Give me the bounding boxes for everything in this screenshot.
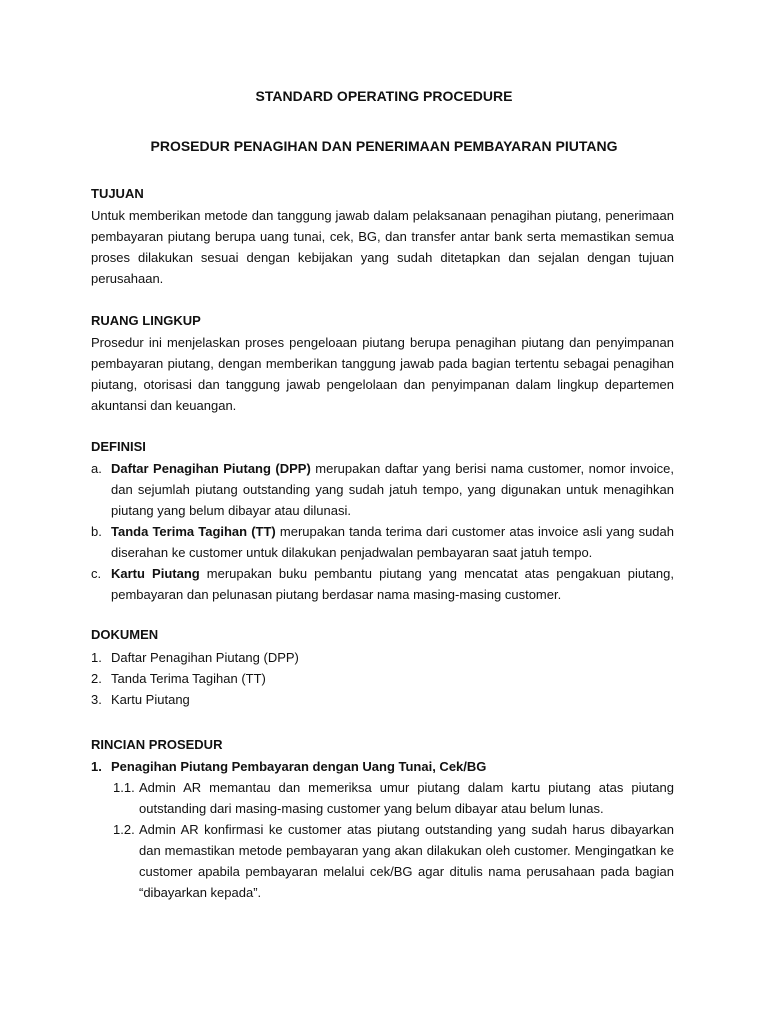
rincian-section-label: 1. <box>91 759 102 774</box>
section-heading-tujuan: TUJUAN <box>91 186 144 201</box>
dokumen-item-label: 2. <box>91 671 102 686</box>
document-subtitle: PROSEDUR PENAGIHAN DAN PENERIMAAN PEMBAYARAN PIUTANG <box>150 138 618 154</box>
definisi-text: merupakan buku pembantu piutang yang mencatat atas pengakuan piutang, pembayaran dan pelunasan piutang berdasar nama masing-masing customer. <box>111 566 674 602</box>
definisi-item-label: c. <box>91 566 102 581</box>
definisi-term: Kartu Piutang <box>111 566 200 581</box>
definisi-term: Daftar Penagihan Piutang (DPP) <box>111 461 311 476</box>
rincian-step-text: Admin AR konfirmasi ke customer atas piutang outstanding yang sudah harus dibayarkan dan memastikan metode pembayaran yang akan dilakukan oleh customer. Mengingatkan ke customer apabila pembayaran melalui cek/BG agar ditulis nama perusahaan pada bagian “dibayarkan kepada”. <box>139 822 674 900</box>
tujuan-text: Untuk memberikan metode dan tanggung jawab dalam pelaksanaan penagihan piutang, penerimaan pembayaran piutang berupa uang tunai, cek, BG, dan transfer antar bank serta memastikan semua proses dilakukan sesuai dengan kebijakan yang sudah ditetapkan dan sejalan dengan tujuan perusahaan. <box>91 208 674 286</box>
definisi-text: merupakan tanda terima dari customer atas invoice asli yang sudah diserahan ke customer untuk dilakukan penjadwalan pembayaran saat jatuh tempo. <box>111 524 674 560</box>
definisi-item <box>111 563 674 605</box>
dokumen-item: Kartu Piutang <box>111 692 190 707</box>
definisi-item-label: b. <box>91 524 102 539</box>
definisi-item <box>111 521 674 563</box>
rincian-step-text: Admin AR memantau dan memeriksa umur piutang dalam kartu piutang atas piutang outstanding dari masing-masing customer yang belum dibayar atau belum lunas. <box>139 780 674 816</box>
document-title: STANDARD OPERATING PROCEDURE <box>255 88 513 104</box>
dokumen-item-label: 3. <box>91 692 102 707</box>
section-heading-ruang-lingkup: RUANG LINGKUP <box>91 313 201 328</box>
rincian-step-label: 1.1. <box>113 780 135 795</box>
ruang-lingkup-text: Prosedur ini menjelaskan proses pengeloaan piutang berupa penagihan piutang dan penyimpanan pembayaran piutang, dengan memberikan tanggung jawab pada bagian tertentu sebagai penagihan piutang, otorisasi dan tanggung jawab pengelolaan dan penyimpanan dalam lingkup departemen akuntansi dan keuangan. <box>91 335 674 413</box>
rincian-step-label: 1.2. <box>113 822 135 837</box>
dokumen-item: Daftar Penagihan Piutang (DPP) <box>111 650 299 665</box>
section-heading-rincian-prosedur: RINCIAN PROSEDUR <box>91 737 223 752</box>
dokumen-item: Tanda Terima Tagihan (TT) <box>111 671 266 686</box>
definisi-item <box>111 458 674 521</box>
dokumen-item-label: 1. <box>91 650 102 665</box>
rincian-section-title: Penagihan Piutang Pembayaran dengan Uang Tunai, Cek/BG <box>111 759 487 774</box>
definisi-term: Tanda Terima Tagihan (TT) <box>111 524 276 539</box>
definisi-item-label: a. <box>91 461 102 476</box>
section-heading-dokumen: DOKUMEN <box>91 627 159 642</box>
section-heading-definisi: DEFINISI <box>91 439 146 454</box>
definisi-text: merupakan daftar yang berisi nama customer, nomor invoice, dan sejumlah piutang outstanding yang sudah jatuh tempo, yang digunakan untuk menagihkan piutang yang belum dibayar atau dilunasi. <box>111 461 674 518</box>
